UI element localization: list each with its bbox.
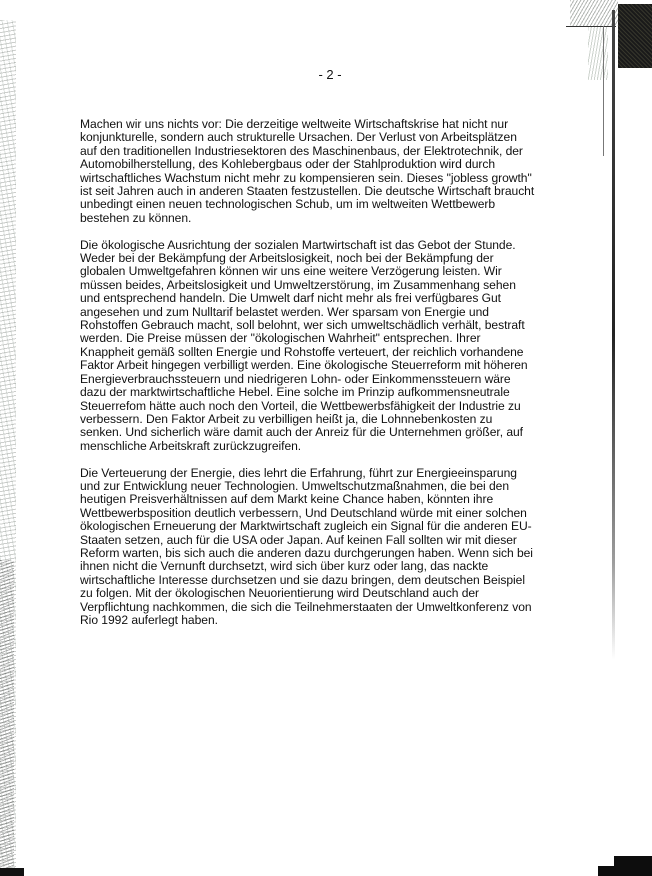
- text-line: angesehen und zum Nulltarif belastet werden. Wer sparsam von Energie und: [80, 304, 489, 319]
- scan-page-edge-right: [612, 10, 615, 660]
- text-line: Knappheit gemäß sollten Energie und Rohstoffe verteuert, der reichlich vorhandene: [80, 344, 524, 359]
- text-line: und zur Entwicklung neuer Technologien. Umweltschutzmaßnahmen, die bei den: [80, 478, 510, 493]
- text-line: müssen beides, Arbeitslosigkeit und Umweltzerstörung, im Zusammenhang sehen: [80, 277, 516, 292]
- text-line: globalen Umweltgefahren können wir uns eine weitere Verzögerung leisten. Wir: [80, 264, 502, 279]
- text-line: Faktor Arbeit hingegen verbilligt werden. Eine ökologische Steuerreform mit höheren: [80, 358, 528, 373]
- page-number: - 2 -: [318, 67, 342, 82]
- text-line: verbessern. Den Faktor Arbeit zu verbilligen heißt ja, die Lohnnebenkosten zu: [80, 411, 493, 426]
- text-line: unbedingt einen neuen technologischen Schub, um im weltweiten Wettbewerb: [80, 197, 496, 212]
- text-line: Weder bei der Bekämpfung der Arbeitslosigkeit, noch bei der Bekämpfung der: [80, 251, 494, 266]
- text-line: auf den traditionellen Industriesektoren des Maschinenbaus, der Elektrotechnik, der: [80, 143, 523, 158]
- text-line: wirtschaftliche Interesse durchsetzen und sie dazu bringen, dem deutschen Beispiel: [80, 572, 525, 587]
- text-line: Die ökologische Ausrichtung der sozialen Martwirtschaft ist das Gebot der Stunde.: [80, 237, 516, 252]
- scan-shadow-bottom-right: [614, 856, 652, 876]
- text-line: zu folgen. Mit der ökologischen Neuorientierung wird Deutschland auch der: [80, 586, 480, 601]
- text-line: Rohstoffen Gebrauch macht, soll belohnt, wer sich umweltschädlich verhält, bestraft: [80, 318, 525, 333]
- scan-noise-left-edge-lower: [0, 560, 14, 876]
- document-body: [80, 118, 580, 641]
- text-line: menschliche Arbeitskraft zurückzugreifen.: [80, 438, 302, 453]
- text-line: Reform warten, bis sich auch die anderen dazu durchgerungen haben. Wenn sich bei: [80, 545, 533, 560]
- text-line: Automobilherstellung, des Kohlebergbaus oder der Stahlproduktion wird durch: [80, 157, 496, 172]
- text-line: Steuerrefom hätte auch noch den Vorteil, die Wettbewerbsfähigkeit der Industrie zu: [80, 398, 521, 413]
- scan-shadow-bottom-left: [0, 868, 24, 876]
- text-line: Machen wir uns nichts vor: Die derzeitige weltweite Wirtschaftskrise hat nicht nur: [80, 117, 509, 131]
- text-line: dazu der marktwirtschaftliche Hebel. Eine solche im Prinzip aufkommensneutrale: [80, 385, 510, 400]
- text-line: bestehen zu können.: [80, 210, 192, 225]
- text-line: ihnen nicht die Vernunft durchsetzt, wird sich über kurz oder lang, das nackte: [80, 559, 489, 574]
- text-line: werden. Die Preise müssen der "ökologischen Wahrheit" entsprechen. Ihrer: [80, 331, 481, 346]
- paragraph-1: [80, 118, 580, 225]
- text-line: konjunkturelle, sondern auch strukturelle Ursachen. Der Verlust von Arbeitsplätzen: [80, 130, 517, 145]
- text-line: ökologischen Erneuerung der Marktwirtschaft zugleich ein Signal für die anderen EU-: [80, 519, 532, 534]
- text-line: Verpflichtung nachkommen, die sich die Teilnehmerstaaten der Umweltkonferenz von: [80, 599, 532, 614]
- text-line: senken. Und sicherlich wäre damit auch der Anreiz für die Unternehmen größer, auf: [80, 425, 523, 440]
- text-line: Staaten setzen, auch für die USA oder Japan. Auf keinen Fall sollten wir mit dieser: [80, 532, 517, 547]
- text-line: und entsprechend handeln. Die Umwelt darf nicht mehr als frei verfügbares Gut: [80, 291, 501, 306]
- scan-shadow-top-right: [618, 4, 652, 68]
- text-line: Energieverbrauchssteuern und niedrigeren Lohn- oder Einkommenssteuern wäre: [80, 371, 511, 386]
- paragraph-3: [80, 467, 580, 628]
- scan-shadow-bottom-right-2: [598, 866, 618, 876]
- text-line: heutigen Preisverhältnissen auf dem Markt keine Chance haben, könnten ihre: [80, 492, 494, 507]
- text-line: Rio 1992 auferlegt haben.: [80, 613, 218, 627]
- text-line: wirtschaftliches Wachstum nicht mehr zu kompensieren sein. Dieses "jobless growth": [80, 170, 532, 185]
- scan-page-edge-right-inner: [603, 26, 604, 156]
- text-line: ist seit Jahren auch in anderen Staaten festzustellen. Die deutsche Wirtschaft braucht: [80, 184, 535, 199]
- scan-smudge-top-right: [570, 0, 618, 26]
- scan-edge-line-top: [566, 26, 616, 27]
- paragraph-2: [80, 239, 580, 454]
- text-line: Wettbewerbsposition deutlich verbessern, Und Deutschland würde mit einer solchen: [80, 505, 527, 520]
- text-line: Die Verteuerung der Energie, dies lehrt die Erfahrung, führt zur Energieeinsparung: [80, 465, 517, 480]
